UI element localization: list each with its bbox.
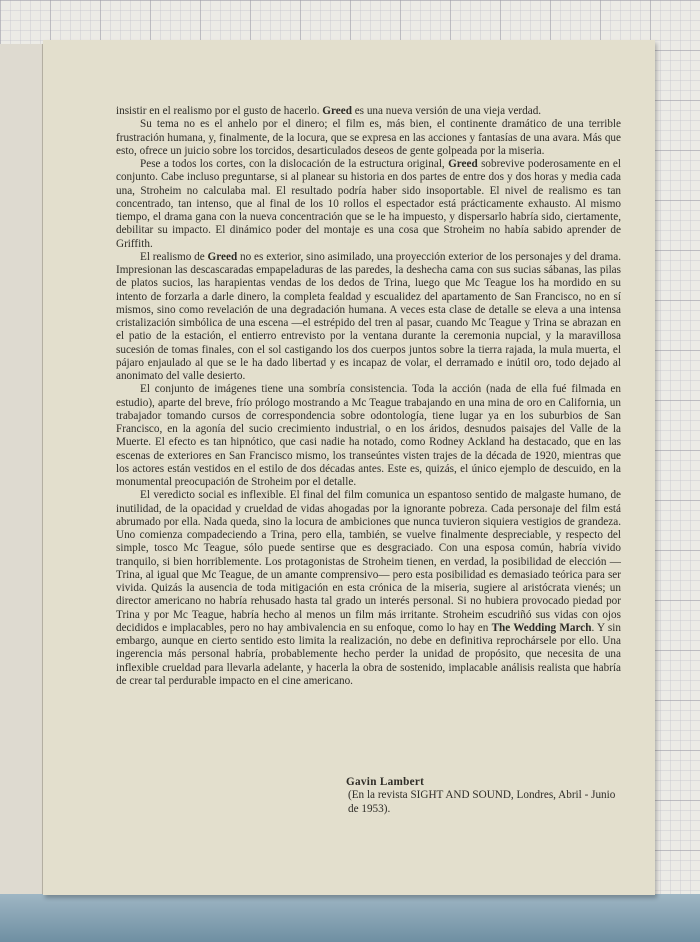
scanner-background: [0, 894, 700, 942]
paragraph-2: Su tema no es el anhelo por el dinero; el film es, más bien, el continente dramático de una terrible frustración humana, y, finalmente, de la locura, que se expresa en las acciones y fantasías de una avara. Más que esto, ofrece un juicio sobre los torcidos, desarticulados deseos de gente golpeada por la miseria.: [116, 118, 621, 157]
paragraph-5: El conjunto de imágenes tiene una sombría consistencia. Toda la acción (nada de ella fué filmada en estudio), aparte del breve, frío prólogo mostrando a Mc Teague trabajando en una mina de oro en California, un trabajador tomando cursos de correspondencia sobre odontología, tiene lugar ya en los suburbios de San Francisco, en la agonía del sucio crecimiento industrial, o en los áridos, desnudos paisajes del Valle de la Muerte. El efecto es tan hipnótico, que casi nadie ha notado, como Rodney Ackland ha destacado, que en las escenas de exteriores en San Francisco mismo, los transeúntes visten trajes de la década de 1920, mientras que los actores están vestidos en el estilo de dos décadas antes. Este es, quizás, el único ejemplo de descuido, en la monumental preocupación de Stroheim por el detalle.: [116, 383, 621, 488]
film-title: Greed: [207, 250, 238, 263]
film-title: Greed: [322, 105, 352, 117]
paragraph-4: El realismo de Greed no es exterior, sino asimilado, una proyección exterior de los personajes y del drama. Impresionan las descascaradas empapeladuras de las paredes, la deshecha cama con sus sucias sábanas, las pilas de platos sucios, las harapientas vendas de los dedos de Trina, luego que Mc Teague los ha mordido en su intento de forzarla a darle dinero, la completa fealdad y escualidez del apartamento de San Francisco, no en sí mismos, sino como revelación de una degradación humana. A veces esta clase de detalle se eleva a una intensa cristalización simbólica de una escena —el estrépido del tren al pasar, cuando Mc Teague y Trina se abrazan en el patio de la estación, el entierro entrevisto por la ventana durante la ceremonia nupcial, y la maravillosa sucesión de tomas finales, con el sol castigando los dos cuerpos juntos sobre la tierra rajada, la mula muerta, el pájaro enjaulado al que se le ha dado libertad y es incapaz de volar, el derramado e inútil oro, todo dejado al anonimato del valle desierto.: [116, 250, 621, 382]
signature-block: [346, 776, 618, 816]
film-title: The Wedding March: [491, 621, 592, 634]
document-page: [43, 40, 655, 895]
paragraph-6: El veredicto social es inflexible. El final del film comunica un espantoso sentido de malgaste humano, de inutilidad, de la opacidad y crueldad de vidas ahogadas por la ignorante pobreza. Cada personaje del film está abrumado por ella. Nada queda, sino la locura de ambiciones que nunca tuvieron siquiera vestigios de grandeza. Uno comienza compadeciendo a Trina, pero ella, también, se vuelve finalmente despreciable, y respecto del simple, tosco Mc Teague, sólo puede sentirse que es desgraciado. Con una esposa común, habría vivido tranquilo, si bien horriblemente. Los protagonistas de Stroheim tienen, en verdad, la posibilidad de elección —Trina, al igual que Mc Teague, de un amante comprensivo— pero esta posibilidad es demasiado teórica para ser vivida. Quizás la ausencia de toda mitigación en esta crónica de la miseria, sugiere al aristócrata vienés; un director americano no habría rehusado hasta tal grado un interés personal. Si no hubiera provocado piedad por Trina y por Mc Teague, habría hecho al menos un film más irritante. Stroheim escudriñó sus vidas con ojos decididos e implacables, pero no hay ambivalencia en su enfoque, como lo hay en The Wedding March. Y sin embargo, aunque en cierto sentido esto limita la realización, no debe en definitiva reprochársele por ello. Una ingerencia más personal habría, probablemente hecho perder la unidad de propósito, que necesita de una inflexible crueldad para llevarla adelante, y hacerla la obra de sostenido, implacable análisis realista que habría de crear tal perdurable impacto en el cine americano.: [116, 489, 621, 687]
author-name: Gavin Lambert: [346, 776, 425, 788]
film-title: Greed: [448, 158, 478, 170]
facing-page-edge: [0, 44, 43, 894]
source-citation: (En la revista SIGHT AND SOUND, Londres, Abril - Junio de 1953).: [348, 789, 616, 815]
article-body: [116, 105, 621, 688]
paragraph-1: insistir en el realismo por el gusto de hacerlo. Greed es una nueva versión de una vieja verdad.: [116, 105, 542, 117]
paragraph-3: Pese a todos los cortes, con la dislocación de la estructura original, Greed sobrevive poderosamente en el conjunto. Cabe incluso preguntarse, si al planear su historia en dos partes de entre dos y dos horas y media cada una, Stroheim no calculaba mal. El resultado podría haber sido insoportable. El nivel de realismo es tan concentrado, tan intenso, que al final de los 10 rollos el espectador está prácticamente exhausto. Al mismo tiempo, el drama gana con la nueva concentración que se le ha impuesto, y dispersarlo habría sido, ciertamente, debilitar su impacto. El dinámico poder del montaje es una cosa que Stroheim no había sabido aprender de Griffith.: [116, 158, 621, 250]
